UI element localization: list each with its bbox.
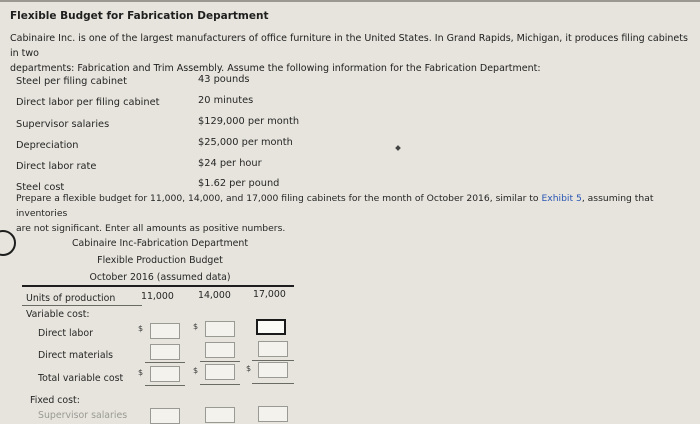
info-value-supervisor: $129,000 per month <box>198 116 300 127</box>
fixed-cost-label: Fixed cost: <box>30 395 80 406</box>
info-value-labor-rate: $24 per hour <box>198 158 262 169</box>
page-title: Flexible Budget for Fabrication Department <box>10 10 269 22</box>
cursor-icon <box>395 145 401 151</box>
total-variable-input-11000[interactable] <box>150 366 180 382</box>
budget-period: October 2016 (assumed data) <box>89 272 231 283</box>
total-variable-label: Total variable cost <box>38 373 124 384</box>
budget-name: Flexible Production Budget <box>97 255 223 266</box>
info-value-direct-labor: 20 minutes <box>198 95 254 106</box>
units-rule <box>22 305 142 306</box>
direct-labor-input-11000[interactable] <box>150 323 180 339</box>
direct-materials-input-14000[interactable] <box>205 342 235 358</box>
direct-materials-input-17000[interactable] <box>258 341 288 357</box>
instructions <box>16 191 698 236</box>
total-variable-input-14000[interactable] <box>205 364 235 380</box>
info-label-steel-cost: Steel cost <box>16 182 65 193</box>
subtotal-rule <box>200 361 240 362</box>
info-label-supervisor: Supervisor salaries <box>16 119 110 130</box>
instructions-text-end: , assuming that inventories <box>16 193 654 219</box>
units-col-2: 14,000 <box>198 290 231 301</box>
info-value-steel-cost: $1.62 per pound <box>198 178 280 189</box>
budget-company: Cabinaire Inc-Fabrication Department <box>71 238 249 249</box>
subtotal-rule <box>252 360 294 361</box>
info-label-steel: Steel per filing cabinet <box>16 76 127 87</box>
intro-line: Cabinaire Inc. is one of the largest manufacturers of office furniture in the United States. In Grand Rapids, Michigan, it produces filing cabinets in two <box>10 33 688 59</box>
units-col-3: 17,000 <box>253 289 286 300</box>
info-label-labor-rate: Direct labor rate <box>16 161 97 172</box>
top-divider <box>0 0 700 2</box>
total-rule <box>145 385 185 386</box>
direct-materials-input-11000[interactable] <box>150 344 180 360</box>
total-rule <box>200 384 240 385</box>
intro-text <box>10 31 698 76</box>
total-variable-input-17000[interactable] <box>258 362 288 378</box>
info-value-steel: 43 pounds <box>198 74 250 85</box>
currency-sign: $ <box>193 322 199 331</box>
units-label: Units of production <box>26 293 116 304</box>
currency-sign: $ <box>138 324 144 333</box>
units-col-1: 11,000 <box>141 291 174 302</box>
supervisor-input-17000[interactable] <box>258 406 288 422</box>
subtotal-rule <box>145 362 185 363</box>
instructions-line2: are not significant. Enter all amounts as positive numbers. <box>16 223 286 234</box>
currency-sign: $ <box>246 364 252 373</box>
info-label-direct-labor: Direct labor per filing cabinet <box>16 97 160 108</box>
supervisor-salaries-label: Supervisor salaries <box>38 410 128 421</box>
direct-labor-input-14000[interactable] <box>205 321 235 337</box>
instructions-text: Prepare a flexible budget for 11,000, 14,000, and 17,000 filing cabinets for the month of October 2016, similar to <box>16 193 542 204</box>
direct-materials-label: Direct materials <box>38 350 114 361</box>
header-rule <box>22 285 294 287</box>
intro-line: departments: Fabrication and Trim Assembly. Assume the following information for the Fabrication Department: <box>10 63 541 74</box>
supervisor-input-11000[interactable] <box>150 408 180 424</box>
currency-sign: $ <box>138 368 144 377</box>
supervisor-input-14000[interactable] <box>205 407 235 423</box>
currency-sign: $ <box>193 366 199 375</box>
direct-labor-label: Direct labor <box>38 328 93 339</box>
exhibit-link[interactable]: Exhibit 5 <box>541 193 582 204</box>
variable-cost-label: Variable cost: <box>26 309 90 320</box>
info-value-depreciation: $25,000 per month <box>198 137 293 148</box>
total-rule <box>252 383 294 384</box>
info-label-depreciation: Depreciation <box>16 140 79 151</box>
direct-labor-input-17000[interactable] <box>256 319 286 335</box>
circle-marker-icon <box>0 230 16 256</box>
